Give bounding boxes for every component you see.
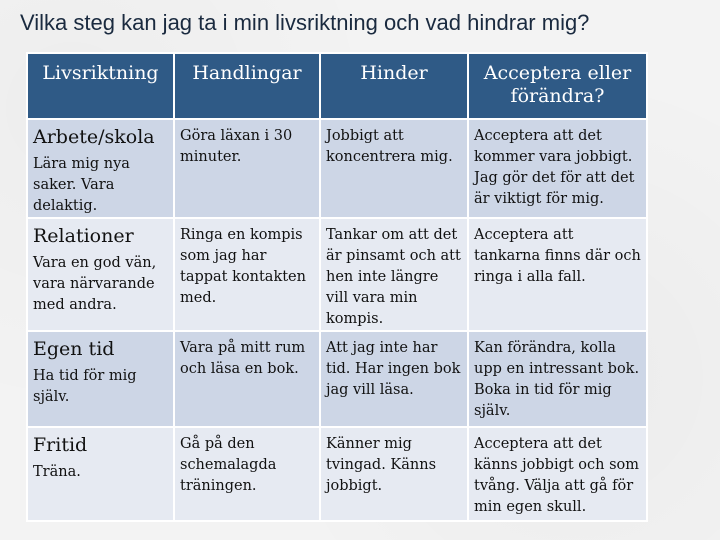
cell-livsriktning (27, 427, 174, 521)
cell-acceptera (468, 218, 647, 331)
action-text: Ringa en kompis som jag har tappat kontakten med. (180, 227, 306, 306)
table-row (27, 427, 647, 521)
cell-handlingar (174, 331, 320, 427)
header-hinder: Hinder (320, 53, 468, 119)
values-table (26, 52, 648, 522)
cell-handlingar (174, 427, 320, 521)
table-row (27, 331, 647, 427)
action-text: Göra läxan i 30 minuter. (180, 128, 293, 165)
action-text: Gå på den schemalagda träningen. (180, 436, 277, 494)
action-text: Vara på mitt rum och läsa en bok. (180, 340, 306, 377)
category-label: Fritid (33, 434, 88, 456)
cell-hinder (320, 218, 468, 331)
obstacle-text: Att jag inte har tid. Har ingen bok jag vill läsa. (326, 340, 461, 398)
category-label: Relationer (33, 225, 134, 247)
cell-acceptera (468, 427, 647, 521)
category-detail: Vara en god vän, vara närvarande med andra. (33, 255, 157, 313)
cell-acceptera (468, 119, 647, 218)
response-text: Acceptera att tankarna finns där och ringa i alla fall. (474, 227, 641, 285)
cell-handlingar (174, 119, 320, 218)
table-header-row (27, 53, 647, 119)
category-detail: Ha tid för mig själv. (33, 368, 137, 405)
response-text: Acceptera att det känns jobbigt och som tvång. Välja att gå för min egen skull. (474, 436, 640, 515)
cell-hinder (320, 427, 468, 521)
obstacle-text: Jobbigt att koncentrera mig. (326, 128, 453, 165)
cell-handlingar (174, 218, 320, 331)
cell-livsriktning (27, 218, 174, 331)
slide-title: Vilka steg kan jag ta i min livsriktning och vad hindrar mig? (20, 10, 590, 35)
header-acceptera-eller-forandra: Acceptera eller förändra? (468, 53, 647, 119)
obstacle-text: Känner mig tvingad. Känns jobbigt. (326, 436, 437, 494)
category-detail: Lära mig nya saker. Vara delaktig. (33, 156, 130, 214)
cell-acceptera (468, 331, 647, 427)
cell-livsriktning (27, 119, 174, 218)
table-row (27, 218, 647, 331)
obstacle-text: Tankar om att det är pinsamt och att hen inte längre vill vara min kompis. (326, 227, 461, 327)
cell-hinder (320, 119, 468, 218)
cell-livsriktning (27, 331, 174, 427)
category-detail: Träna. (33, 464, 81, 480)
response-text: Kan förändra, kolla upp en intressant bok. Boka in tid för mig själv. (474, 340, 640, 419)
header-handlingar: Handlingar (174, 53, 320, 119)
category-label: Egen tid (33, 338, 115, 360)
header-livsriktning: Livsriktning (27, 53, 174, 119)
cell-hinder (320, 331, 468, 427)
category-label: Arbete/skola (33, 126, 155, 148)
response-text: Acceptera att det kommer vara jobbigt. Jag gör det för att det är viktigt för mig. (474, 128, 635, 207)
table-row (27, 119, 647, 218)
